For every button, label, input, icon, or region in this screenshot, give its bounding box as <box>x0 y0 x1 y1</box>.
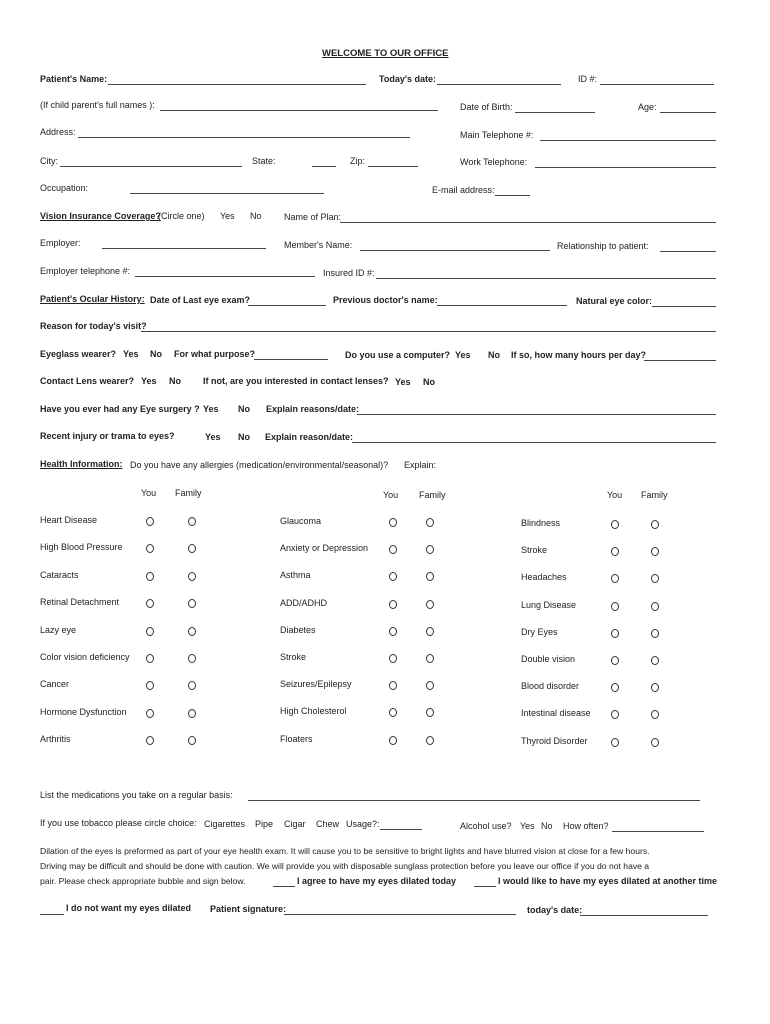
condition-label: Glaucoma <box>280 516 322 526</box>
agree-dilated-blank[interactable] <box>273 886 295 887</box>
condition-you-bubble[interactable] <box>611 547 619 556</box>
dob-label: Date of Birth: <box>460 102 513 112</box>
zip-field[interactable] <box>368 166 418 167</box>
condition-family-bubble[interactable] <box>651 710 659 719</box>
eyeglass-no[interactable]: No <box>150 349 162 359</box>
alcohol-no[interactable]: No <box>541 821 553 831</box>
child-parent-field[interactable] <box>160 110 438 111</box>
condition-label: Stroke <box>280 652 307 662</box>
col1-family-header: Family <box>175 488 202 498</box>
condition-label: Heart Disease <box>40 515 98 525</box>
condition-family-bubble[interactable] <box>426 736 434 745</box>
id-field[interactable] <box>600 84 714 85</box>
condition-label: Lazy eye <box>40 625 77 635</box>
prev-doctor-label: Previous doctor's name: <box>333 295 438 305</box>
ocular-history-label: Patient's Ocular History: <box>40 294 145 304</box>
reason-label: Reason for today's visit? <box>40 321 147 331</box>
condition-label: Blood disorder <box>521 681 580 691</box>
condition-you-bubble[interactable] <box>389 627 397 636</box>
patient-name-field[interactable] <box>108 84 366 85</box>
injury-no[interactable]: No <box>238 432 250 442</box>
not-dilated-label: I do not want my eyes dilated <box>66 903 192 913</box>
condition-family-bubble[interactable] <box>651 602 659 611</box>
explain-reason-label: Explain reason/date: <box>265 432 354 442</box>
form-title: WELCOME TO OUR OFFICE <box>322 48 449 59</box>
patient-name-label: Patient's Name: <box>40 74 108 84</box>
id-label: ID #: <box>578 74 598 84</box>
condition-family-bubble[interactable] <box>188 681 196 690</box>
condition-label: Thyroid Disorder <box>521 736 588 746</box>
condition-you-bubble[interactable] <box>146 654 154 663</box>
state-label: State: <box>252 156 276 166</box>
zip-label: Zip: <box>350 156 366 166</box>
tobacco-cigarettes[interactable]: Cigarettes <box>204 819 246 829</box>
condition-family-bubble[interactable] <box>188 736 196 745</box>
condition-label: Diabetes <box>280 625 316 635</box>
circle-one-label: (Circle one) <box>158 211 205 221</box>
condition-you-bubble[interactable] <box>611 602 619 611</box>
eye-color-field[interactable] <box>652 306 716 307</box>
email-label: E-mail address: <box>432 185 495 195</box>
explain-reasons-field[interactable] <box>357 414 716 415</box>
address-label: Address: <box>40 127 76 137</box>
state-field[interactable] <box>312 166 336 167</box>
condition-you-bubble[interactable] <box>146 599 154 608</box>
condition-label: Hormone Dysfunction <box>40 707 127 717</box>
condition-you-bubble[interactable] <box>389 736 397 745</box>
tobacco-pipe[interactable]: Pipe <box>255 819 274 829</box>
medications-field[interactable] <box>248 800 700 801</box>
computer-no[interactable]: No <box>488 350 500 360</box>
condition-family-bubble[interactable] <box>651 574 659 583</box>
condition-family-bubble[interactable] <box>426 681 434 690</box>
condition-family-bubble[interactable] <box>426 545 434 554</box>
signature-field[interactable] <box>284 914 516 915</box>
condition-you-bubble[interactable] <box>389 572 397 581</box>
vision-insurance-label: Vision Insurance Coverage? <box>40 211 161 221</box>
condition-family-bubble[interactable] <box>188 627 196 636</box>
tobacco-label: If you use tobacco please circle choice: <box>40 818 197 828</box>
condition-family-bubble[interactable] <box>188 599 196 608</box>
todays-date-field[interactable] <box>437 84 561 85</box>
condition-you-bubble[interactable] <box>611 520 619 529</box>
plan-name-label: Name of Plan: <box>284 212 342 222</box>
condition-family-bubble[interactable] <box>426 708 434 717</box>
condition-you-bubble[interactable] <box>146 627 154 636</box>
signature-date-field[interactable] <box>580 915 708 916</box>
condition-you-bubble[interactable] <box>389 545 397 554</box>
condition-family-bubble[interactable] <box>651 547 659 556</box>
purpose-label: For what purpose? <box>174 349 255 359</box>
employer-phone-label: Employer telephone #: <box>40 266 131 276</box>
agree-dilated-label: I agree to have my eyes dilated today <box>297 876 457 886</box>
employer-phone-field[interactable] <box>135 276 315 277</box>
tobacco-chew[interactable]: Chew <box>316 819 340 829</box>
col3-family-header: Family <box>641 490 668 500</box>
employer-field[interactable] <box>102 248 266 249</box>
condition-you-bubble[interactable] <box>611 629 619 638</box>
condition-family-bubble[interactable] <box>188 709 196 718</box>
condition-you-bubble[interactable] <box>146 572 154 581</box>
address-field[interactable] <box>78 137 410 138</box>
how-often-label: How often? <box>563 821 609 831</box>
condition-family-bubble[interactable] <box>426 518 434 527</box>
condition-label: Intestinal disease <box>521 708 591 718</box>
city-field[interactable] <box>60 166 242 167</box>
relationship-field[interactable] <box>660 251 716 252</box>
condition-label: Headaches <box>521 572 567 582</box>
contact-no[interactable]: No <box>169 376 181 386</box>
signature-date-label: today's date: <box>527 905 583 915</box>
condition-label: High Blood Pressure <box>40 542 123 552</box>
condition-family-bubble[interactable] <box>188 544 196 553</box>
condition-label: Dry Eyes <box>521 627 558 637</box>
allergies-label: Do you have any allergies (medication/environmental/seasonal)? <box>130 460 389 470</box>
explain-reason-field[interactable] <box>352 442 716 443</box>
condition-label: Arthritis <box>40 734 71 744</box>
medications-label: List the medications you take on a regular basis: <box>40 790 233 800</box>
reason-field[interactable] <box>141 331 716 332</box>
condition-family-bubble[interactable] <box>426 627 434 636</box>
last-exam-field[interactable] <box>248 305 326 306</box>
condition-label: ADD/ADHD <box>280 598 328 608</box>
condition-label: Lung Disease <box>521 600 577 610</box>
condition-you-bubble[interactable] <box>611 738 619 747</box>
condition-family-bubble[interactable] <box>188 572 196 581</box>
condition-family-bubble[interactable] <box>188 517 196 526</box>
condition-family-bubble[interactable] <box>188 654 196 663</box>
computer-yes[interactable]: Yes <box>455 350 471 360</box>
condition-family-bubble[interactable] <box>426 600 434 609</box>
condition-label: Floaters <box>280 734 313 744</box>
employer-label: Employer: <box>40 238 81 248</box>
condition-label: Stroke <box>521 545 548 555</box>
contact-yes[interactable]: Yes <box>141 376 157 386</box>
surgery-yes[interactable]: Yes <box>203 404 219 414</box>
purpose-field[interactable] <box>254 359 328 360</box>
plan-name-field[interactable] <box>340 222 716 223</box>
computer-label: Do you use a computer? <box>345 350 451 360</box>
condition-family-bubble[interactable] <box>426 654 434 663</box>
main-phone-field[interactable] <box>540 140 716 141</box>
condition-you-bubble[interactable] <box>389 708 397 717</box>
interested-no[interactable]: No <box>423 377 435 387</box>
usage-field[interactable] <box>380 829 422 830</box>
occupation-label: Occupation: <box>40 183 89 193</box>
condition-label: Asthma <box>280 570 311 580</box>
interested-yes[interactable]: Yes <box>395 377 411 387</box>
condition-you-bubble[interactable] <box>611 710 619 719</box>
condition-family-bubble[interactable] <box>651 520 659 529</box>
condition-you-bubble[interactable] <box>611 656 619 665</box>
condition-you-bubble[interactable] <box>389 654 397 663</box>
alcohol-label: Alcohol use? <box>460 821 512 831</box>
condition-label: Cataracts <box>40 570 79 580</box>
signature-label: Patient signature: <box>210 904 287 914</box>
condition-family-bubble[interactable] <box>651 629 659 638</box>
explain-reasons-label: Explain reasons/date: <box>266 404 360 414</box>
condition-label: Cancer <box>40 679 70 689</box>
condition-you-bubble[interactable] <box>146 709 154 718</box>
occupation-field[interactable] <box>130 193 324 194</box>
condition-you-bubble[interactable] <box>146 544 154 553</box>
condition-family-bubble[interactable] <box>651 738 659 747</box>
relationship-label: Relationship to patient: <box>557 241 649 251</box>
condition-family-bubble[interactable] <box>651 656 659 665</box>
condition-family-bubble[interactable] <box>651 683 659 692</box>
dilation-text-line3: pair. Please check appropriate bubble and sign below. <box>40 876 246 886</box>
age-label: Age: <box>638 102 657 112</box>
usage-label: Usage?: <box>346 819 380 829</box>
col2-you-header: You <box>383 490 399 500</box>
condition-you-bubble[interactable] <box>389 518 397 527</box>
injury-label: Recent injury or trama to eyes? <box>40 431 175 441</box>
work-phone-field[interactable] <box>535 167 716 168</box>
insurance-no[interactable]: No <box>250 211 262 221</box>
hours-label: If so, how many hours per day? <box>511 350 647 360</box>
alcohol-yes[interactable]: Yes <box>520 821 535 831</box>
col2-family-header: Family <box>419 490 446 500</box>
eye-color-label: Natural eye color: <box>576 296 653 306</box>
col3-you-header: You <box>607 490 623 500</box>
contact-lens-label: Contact Lens wearer? <box>40 376 135 386</box>
condition-label: High Cholesterol <box>280 706 347 716</box>
allergies-explain-label: Explain: <box>404 460 437 470</box>
age-field[interactable] <box>660 112 716 113</box>
insured-id-field[interactable] <box>376 278 716 279</box>
insured-id-label: Insured ID #: <box>323 268 375 278</box>
surgery-no[interactable]: No <box>238 404 250 414</box>
condition-family-bubble[interactable] <box>426 572 434 581</box>
member-name-label: Member's Name: <box>284 240 353 250</box>
condition-label: Double vision <box>521 654 576 664</box>
condition-label: Seizures/Epilepsy <box>280 679 352 689</box>
condition-you-bubble[interactable] <box>146 517 154 526</box>
interested-label: If not, are you interested in contact lenses? <box>203 376 389 386</box>
condition-label: Blindness <box>521 518 561 528</box>
how-often-field[interactable] <box>612 831 704 832</box>
condition-label: Retinal Detachment <box>40 597 120 607</box>
insurance-yes[interactable]: Yes <box>220 211 235 221</box>
dob-field[interactable] <box>515 112 595 113</box>
condition-you-bubble[interactable] <box>146 681 154 690</box>
dilation-text-line2: Driving may be difficult and should be done with caution. We will provide you with disposable sunglass protection before you leave our office if you do not have a <box>40 861 650 871</box>
injury-yes[interactable]: Yes <box>205 432 221 442</box>
city-label: City: <box>40 156 58 166</box>
condition-label: Anxiety or Depression <box>280 543 369 553</box>
tobacco-cigar[interactable]: Cigar <box>284 819 306 829</box>
main-phone-label: Main Telephone #: <box>460 130 534 140</box>
dilation-text-line1: Dilation of the eyes is preformed as part of your eye health exam. It will cause you to be sensitive to bright lights and have blurred vision at close for a few hours. <box>40 846 650 856</box>
another-time-blank[interactable] <box>474 886 496 887</box>
work-phone-label: Work Telephone: <box>460 157 528 167</box>
condition-you-bubble[interactable] <box>389 600 397 609</box>
member-name-field[interactable] <box>360 250 550 251</box>
eyeglass-yes[interactable]: Yes <box>123 349 139 359</box>
condition-you-bubble[interactable] <box>146 736 154 745</box>
prev-doctor-field[interactable] <box>437 305 567 306</box>
col1-you-header: You <box>141 488 157 498</box>
condition-you-bubble[interactable] <box>611 683 619 692</box>
another-time-label: I would like to have my eyes dilated at another time <box>498 876 718 886</box>
email-field[interactable] <box>495 195 530 196</box>
eyeglass-label: Eyeglass wearer? <box>40 349 117 359</box>
health-info-label: Health Information: <box>40 459 123 469</box>
condition-label: Color vision deficiency <box>40 652 130 662</box>
condition-you-bubble[interactable] <box>611 574 619 583</box>
not-dilated-blank[interactable] <box>40 914 64 915</box>
last-exam-label: Date of Last eye exam? <box>150 295 251 305</box>
hours-field[interactable] <box>644 360 716 361</box>
todays-date-label: Today's date: <box>379 74 436 84</box>
child-parent-label: (If child parent's full names ): <box>40 100 155 110</box>
condition-you-bubble[interactable] <box>389 681 397 690</box>
eye-surgery-label: Have you ever had any Eye surgery ? <box>40 404 200 414</box>
